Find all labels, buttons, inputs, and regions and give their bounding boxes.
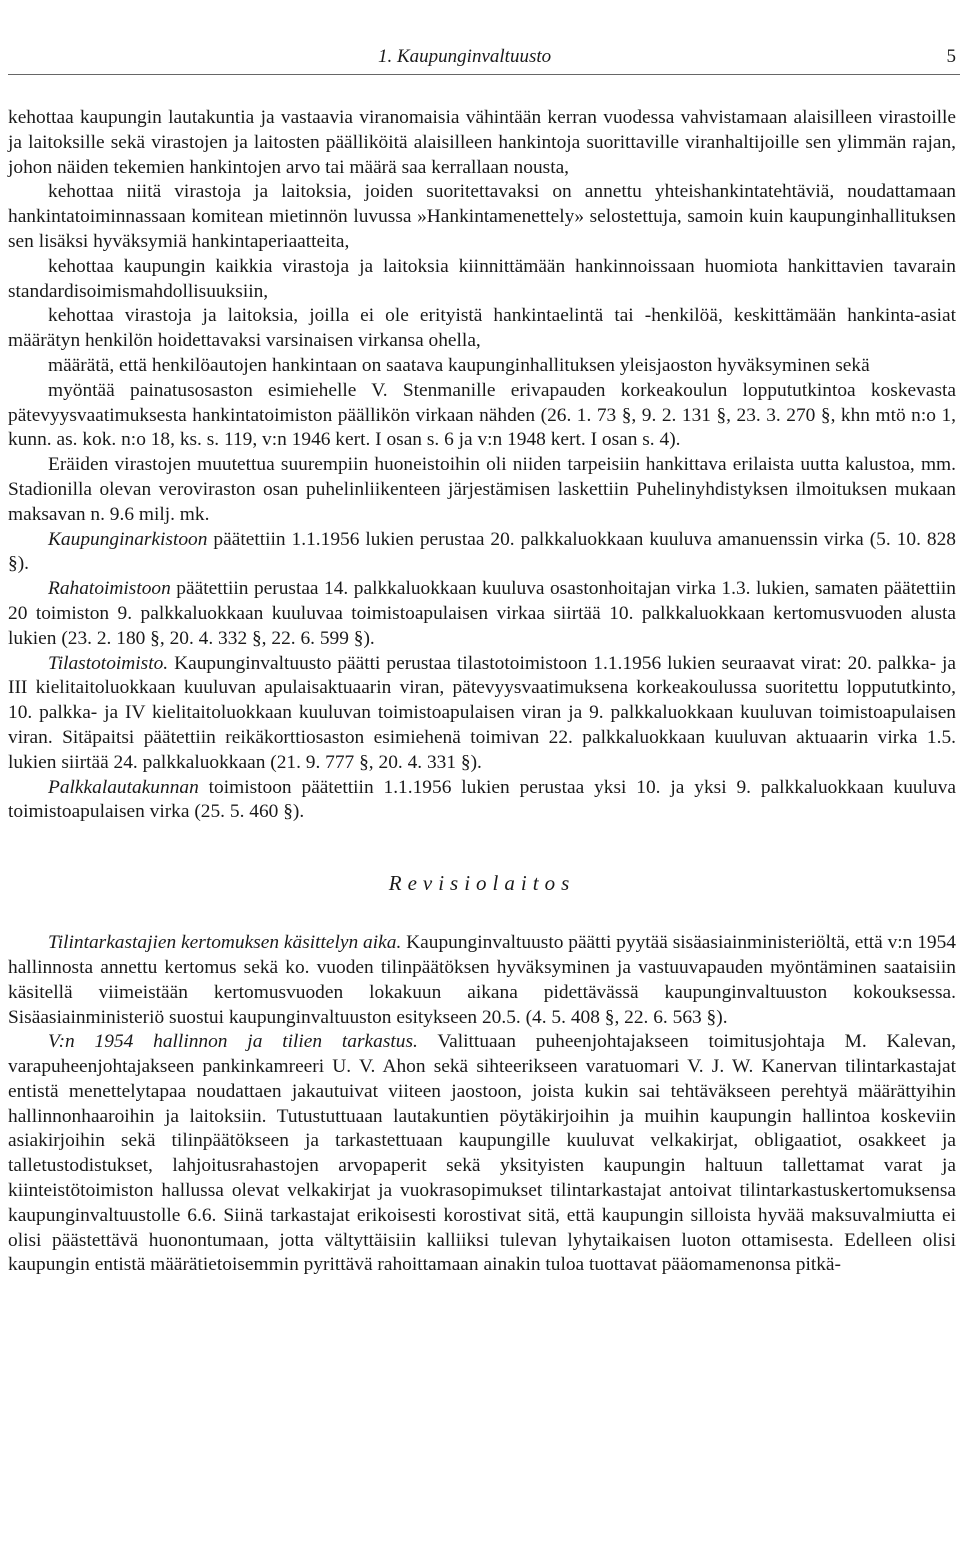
paragraph	[8, 776, 956, 826]
paragraph-text: päätettiin perustaa 14. palkkaluokkaan kuuluva osastonhoitajan virka 1.3. lukien, samaten päätettiin 20 toimiston 9. palkkaluokkaan kuuluvaa toimistoapulaisen virkaa siirtää 10. palkkaluokkaan kertomusvuoden alusta lukien (23. 2. 180 §, 20. 4. 332 §, 22. 6. 599 §).	[8, 578, 956, 649]
page-header	[8, 44, 960, 76]
paragraph-text: toimistoon päätettiin 1.1.1956 lukien perustaa yksi 10. ja yksi 9. palkkaluokkaan kuuluva toimistoapulaisen virka (25. 5. 460 §).	[8, 776, 956, 823]
paragraph	[8, 577, 956, 651]
paragraph: myöntää painatusosaston esimiehelle V. Stenmanille erivapauden korkeakoulun loppututkintoa koskevasta pätevyysvaatimuksesta hankintatoimiston päällikön virkaan nähden (26. 1. 73 §, 9. 2. 131 §, 23. 3. 270 §, khn mtö n:o 1, kunn. as. kok. n:o 18, ks. s. 119, v:n 1946 kert. I osan s. 6 ja v:n 1948 kert. I osan s. 4).	[8, 379, 956, 451]
paragraph: kehottaa niitä virastoja ja laitoksia, joiden suoritettavaksi on annettu yhteishankintatehtäviä, noudattamaan hankintatoiminnassaan komitean mietinnön luvussa »Hankintamenettely» selostettuja, samoin kuin kaupunginhallituksen sen lisäksi hyväksymiä hankintaperiaatteita,	[8, 181, 956, 252]
paragraph-text: Kaupunginvaltuusto päätti pyytää sisäasiainministeriöltä, että v:n 1954 hallinnosta annettu kertomus sekä ko. vuoden tilinpäätöksen hyväksyminen ja vastuuvapauden myöntäminen saataisiin käsitellä viimeistään kertomusvuoden lokakuun aikana pidettävässä kaupunginvaltuuston kokouksessa. Sisäasiainministeriö suostui kaupunginvaltuuston esitykseen 20.5. (4. 5. 408 §, 22. 6. 563 §).	[8, 932, 956, 1028]
page-number: 5	[946, 46, 956, 67]
paragraph: Eräiden virastojen muutettua suurempiin huoneistoihin oli niiden tarpeisiin hankittava erilaista uutta kalustoa, mm. Stadionilla olevan veroviraston osan puhelinliikenteen järjestämisen laskettiin Puhelinyhdistyksen ilmoituksen mukaan maksavan n. 9.6 milj. mk.	[8, 454, 956, 525]
page-body	[8, 106, 956, 1278]
run-in-heading: Palkkalautakunnan	[48, 776, 199, 798]
paragraph-text: Valittuaan puheenjohtajakseen toimitusjohtaja M. Kalevan, varapuheenjohtajakseen pankinkamreeri U. V. Ahon sekä sihteerikseen varatuomari V. J. W. Kanervan tilintarkastajat entistä menettelytapaa noudattaen jakautuivat viiteen jaostoon, joista kukin sai tehtäväkseen perehtyä määrättyihin hallinnonhaaroihin ja laitoksiin. Tutustuttuaan lautakuntien pöytäkirjoihin ja muihin kaupungin hallintoa koskeviin asiakirjoihin sekä tilinpäätökseen ja tarkastettuaan kaupungille kuuluvat velkakirjat, obligaatiot, osakkeet ja talletustodistukset, lahjoitusrahastojen arvopaperit sekä yksityisten kaupungin haltuun tallettamat varat ja kiinteistötoimiston hallussa olevat velkakirjat ja vuokrasopimukset tilintarkastajat antoivat tilintarkastuskertomuksensa kaupunginvaltuustolle 6.6. Siinä tarkastajat erikoisesti korostivat sitä, että kaupungin silloista hyvää maksuvalmiutta ei olisi päästettävä huonontumaan, jotta vältyttäisiin kalliiksi tulevan lyhytaikaisen luoton ottamisesta. Edelleen olisi kaupungin entistä määrätietoisemmin pyrittävä rahoittamaan ainakin tuloa tuottavat pääomamenonsa pitkä-	[8, 1031, 956, 1276]
paragraph	[8, 528, 956, 578]
paragraph: kehottaa kaupungin kaikkia virastoja ja laitoksia kiinnittämään hankinnoissaan huomiota hankittavien tavarain standardisoimismahdollisuuksiin,	[8, 255, 956, 302]
paragraph: kehottaa virastoja ja laitoksia, joilla ei ole erityistä hankintaelintä tai -henkilöä, keskittämään hankinta-asiat määrätyn henkilön hoidettavaksi varsinaisen virkansa ohella,	[8, 305, 956, 352]
run-in-heading: Tilastotoimisto.	[48, 652, 169, 674]
paragraph	[8, 652, 956, 776]
paragraph-text: Kaupunginvaltuusto päätti perustaa tilastotoimistoon 1.1.1956 lukien seuraavat virat: 20. palkka- ja III kielitaitoluokkaan kuuluvan apulaisaktuaarin viran, pätevyysvaatimuksena korkeakoulussa suoritettu loppututkinto, 10. palkka- ja IV kielitaitoluokkaan kuuluvan toimistoapulaisen viran ja 9. palkkaluokkaan kuuluvan toimistoapulaisen viran. Sitäpaitsi päätettiin reikäkorttiosaston esimiehenä toimivan 22. palkkaluokkaan kuuluvan aktuaarin virka 1.5. lukien siirtää 24. palkkaluokkaan (21. 9. 777 §, 20. 4. 331 §).	[8, 652, 956, 773]
paragraph-text: päätettiin 1.1.1956 lukien perustaa 20. palkkaluokkaan kuuluva amanuenssin virka (5. 10. 828 §).	[8, 528, 956, 575]
paragraph	[8, 1030, 956, 1278]
header-rule	[8, 74, 960, 75]
run-in-heading: V:n 1954 hallinnon ja tilien tarkastus.	[48, 1031, 418, 1053]
run-in-heading: Rahatoimistoon	[48, 578, 171, 600]
run-in-heading: Kaupunginarkistoon	[48, 528, 208, 550]
paragraph: kehottaa kaupungin lautakuntia ja vastaavia viranomaisia vähintään kerran vuodessa vahvistamaan alaisilleen virastoille ja laitoksille sekä virastojen ja laitosten päälliköitä alaisilleen hankintoja suorittaville viranhaltijoille sen ylimmän rajan, johon näiden tekemien hankintojen arvo tai määrä saa kerrallaan nousta,	[8, 107, 956, 178]
running-title: 1. Kaupunginvaltuusto	[378, 46, 552, 67]
paragraph: määrätä, että henkilöautojen hankintaan on saatava kaupunginhallituksen yleisjaoston hyväksyminen sekä	[48, 354, 870, 376]
paragraph	[8, 931, 956, 1030]
run-in-heading: Tilintarkastajien kertomuksen käsittelyn aika.	[48, 932, 402, 954]
section-heading: Revisiolaitos	[388, 871, 576, 896]
